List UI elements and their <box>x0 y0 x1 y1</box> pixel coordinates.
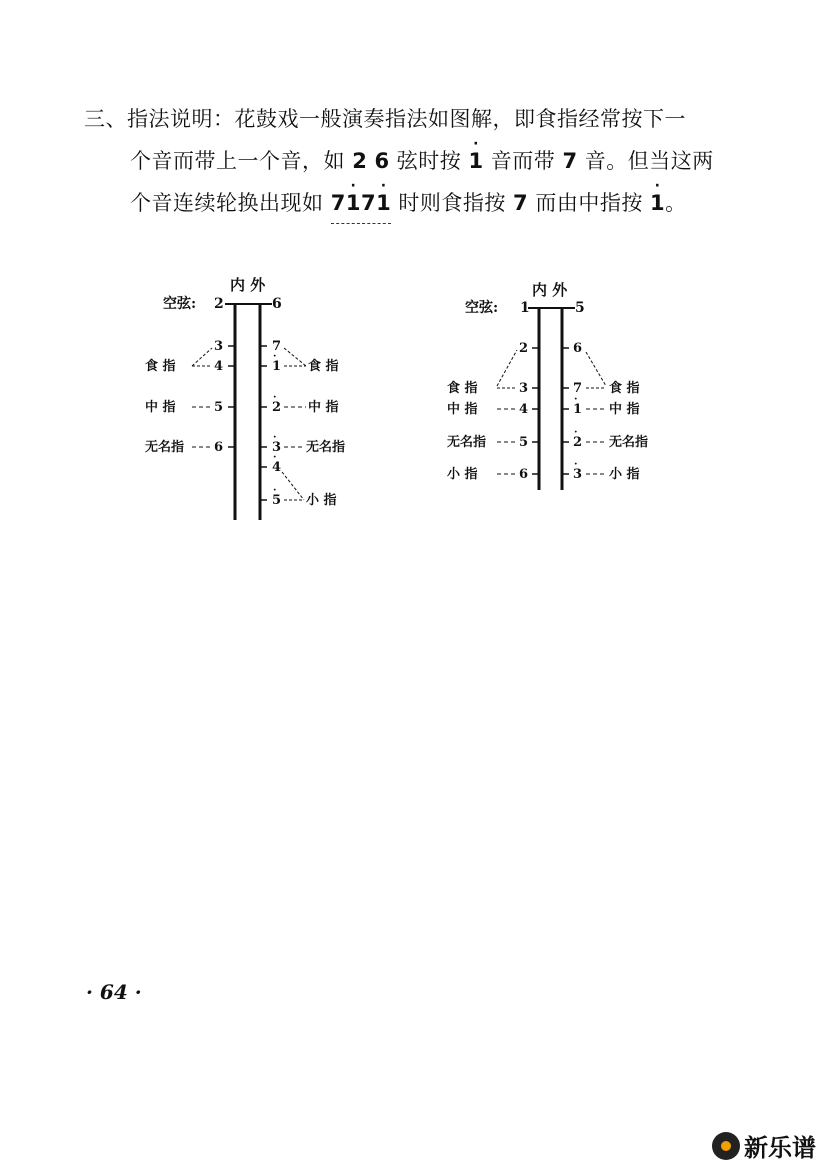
left-inner-note-4: 4 <box>214 359 224 374</box>
r-open-inner: 1 <box>520 300 530 316</box>
svg-text:·: · <box>574 394 578 405</box>
svg-text:·: · <box>273 351 277 362</box>
r-inner-note-2: 2 <box>519 341 529 356</box>
r-right-label-index: 食 指 <box>609 381 640 396</box>
note-2: 2 <box>352 149 368 173</box>
r-open-label: 空弦: <box>465 300 499 316</box>
left-outer-note-7: 7 <box>272 339 282 354</box>
r-left-label-middle: 中 指 <box>447 402 478 417</box>
diagram-right <box>447 281 648 490</box>
note-group-7171: 7 · 17 · 1 <box>331 184 392 224</box>
r-outer-note-6: 6 <box>573 341 583 356</box>
right-label-middle: 中 指 <box>308 400 339 415</box>
r-right-label-ring: 无名指 <box>609 435 649 450</box>
left-inner-note-3: 3 <box>214 339 224 354</box>
svg-text:·: · <box>273 452 277 463</box>
svg-text:·: · <box>574 427 578 438</box>
line3-text-c: 而由中指按 <box>528 191 651 215</box>
r-outer-note-3: 3 <box>573 467 583 482</box>
line3-text-d: 。 <box>665 191 687 215</box>
r-header: 内 外 <box>532 281 568 299</box>
r-inner-note-5: 5 <box>519 435 529 450</box>
left-open-label: 空弦: <box>163 296 197 312</box>
left-open-inner: 2 <box>214 296 224 312</box>
line2-text-a: 个音而带上一个音，如 <box>130 149 353 173</box>
note-7b: 7 <box>513 191 529 215</box>
line3-text-a: 个音连续轮换出现如 <box>130 191 331 215</box>
record-disc-icon <box>712 1132 740 1160</box>
r-open-outer: 5 <box>575 300 585 316</box>
svg-text:·: · <box>273 432 277 443</box>
left-outer-note-1: 1 <box>272 359 282 374</box>
left-inner-note-6: 6 <box>214 440 224 455</box>
line1-text: 三、指法说明：花鼓戏一般演奏指法如图解，即食指经常按下一 <box>84 107 686 131</box>
left-outer-note-3: 3 <box>272 440 282 455</box>
r-inner-note-6: 6 <box>519 467 529 482</box>
left-outer-note-4: 4 <box>272 460 282 475</box>
left-outer-note-5: 5 <box>272 493 282 508</box>
left-label-ring: 无名指 <box>145 440 185 455</box>
right-label-index: 食 指 <box>308 359 339 374</box>
r-outer-note-2: 2 <box>573 435 583 450</box>
left-header: 内 外 <box>230 276 266 294</box>
right-label-ring: 无名指 <box>306 440 346 455</box>
watermark-text: 新乐谱 <box>744 1134 816 1162</box>
r-inner-note-4: 4 <box>519 402 529 417</box>
paragraph-line-3 <box>130 178 687 224</box>
left-open-outer: 6 <box>272 296 282 312</box>
left-outer-note-2: 2 <box>272 400 282 415</box>
diagram-left <box>145 276 345 520</box>
r-left-label-little: 小 指 <box>447 467 478 482</box>
line2-text-c: 音而带 <box>483 149 563 173</box>
r-left-label-ring: 无名指 <box>447 435 487 450</box>
line2-text-b: 弦时按 <box>389 149 469 173</box>
r-left-label-index: 食 指 <box>447 381 478 396</box>
note-high-1b: · 1 <box>650 178 666 215</box>
r-right-label-middle: 中 指 <box>609 402 640 417</box>
paragraph-line-1 <box>84 100 784 138</box>
page-number: · 64 · <box>86 980 142 1004</box>
left-label-middle: 中 指 <box>145 400 176 415</box>
r-outer-note-1: 1 <box>573 402 583 417</box>
svg-text:·: · <box>273 392 277 403</box>
note-6: 6 <box>374 149 390 173</box>
paragraph-line-2 <box>130 136 714 180</box>
right-label-little: 小 指 <box>306 493 337 508</box>
left-inner-note-5: 5 <box>214 400 224 415</box>
r-inner-note-3: 3 <box>519 381 529 396</box>
note-7: 7 <box>562 149 578 173</box>
note-high-1: · 1 <box>468 136 484 173</box>
svg-text:·: · <box>574 459 578 470</box>
line2-text-d: 音。但当这两 <box>577 149 714 173</box>
r-right-label-little: 小 指 <box>609 467 640 482</box>
fingering-diagrams <box>0 260 826 540</box>
watermark-logo <box>712 1128 816 1163</box>
left-label-index: 食 指 <box>145 359 176 374</box>
line3-text-b: 时则食指按 <box>391 191 514 215</box>
svg-text:·: · <box>273 485 277 496</box>
r-outer-note-7: 7 <box>573 381 583 396</box>
